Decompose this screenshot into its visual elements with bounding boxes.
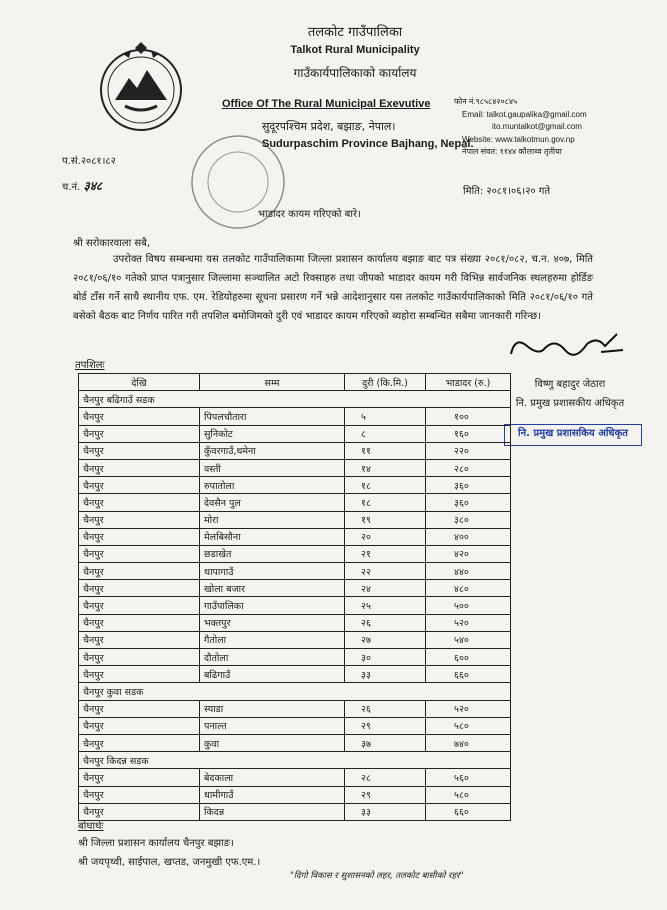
fare-table-body (79, 391, 511, 821)
col-to: सम्म (200, 374, 345, 391)
cell-distance: २८ (345, 769, 426, 786)
table-row (79, 580, 511, 597)
email-secondary: ito.muntalkot@gmail.com (492, 122, 582, 131)
cell-to: मोरा (200, 511, 345, 528)
cell-fare: ५२० (426, 614, 511, 631)
section-title: चैनपुर बढिगाउँ सडक (79, 391, 511, 408)
motto: "दिगो विकास र सुशासनको लहर, तलकोट बासीको रहर" (290, 871, 464, 881)
contact-block (454, 96, 587, 159)
cell-distance: २२ (345, 563, 426, 580)
cell-fare: ६६० (426, 666, 511, 683)
table-row (79, 803, 511, 820)
cell-from: चैनपुर (79, 408, 200, 425)
cell-to: गैतोला (200, 631, 345, 648)
cell-distance: २६ (345, 700, 426, 717)
salutation: श्री सरोकारवाला सबै, (73, 238, 150, 249)
cell-from: चैनपुर (79, 425, 200, 442)
cell-fare: ४८० (426, 580, 511, 597)
col-fare: भाडादर (रु.) (426, 374, 511, 391)
section-title: चैनपुर कुवा सडक (79, 683, 511, 700)
office-name-np: गाउँकार्यपालिकाको कार्यालय (293, 66, 417, 80)
cell-fare: ५८० (426, 717, 511, 734)
cell-fare: ६०० (426, 649, 511, 666)
cell-to: वस्ती (200, 459, 345, 476)
cell-distance: २४ (345, 580, 426, 597)
cc-line: श्री जयपृथ्वी, साईपाल, खप्तड, जनमुखी एफ.एम.। (78, 857, 261, 868)
col-distance: दुरी (कि.मि.) (345, 374, 426, 391)
cell-to: स्याडा (200, 700, 345, 717)
table-row (79, 425, 511, 442)
cell-from: चैनपुर (79, 477, 200, 494)
address-np: सुदूरपश्चिम प्रदेश, बझाङ, नेपाल। (262, 120, 396, 133)
cell-to: देवसैन पुल (200, 494, 345, 511)
cell-distance: २९ (345, 786, 426, 803)
signatory-title: नि. प्रमुख प्रशासकीय अधिकृत (515, 398, 625, 409)
nepal-samvat: नेपाल संवत: ११४४ कौलाथ्व तृतीया (462, 147, 562, 156)
cell-distance: ११ (345, 442, 426, 459)
cell-from: चैनपुर (79, 734, 200, 751)
cell-to: धामीगाउँ (200, 786, 345, 803)
signatory-name: विष्णु बहादुर जेठारा (534, 379, 606, 390)
cell-from: चैनपुर (79, 786, 200, 803)
table-row (79, 769, 511, 786)
cell-from: चैनपुर (79, 563, 200, 580)
chalani-label: च.नं. (62, 182, 81, 193)
cell-fare: २८० (426, 459, 511, 476)
section-row (79, 683, 511, 700)
cell-distance: २१ (345, 545, 426, 562)
cell-distance: २९ (345, 717, 426, 734)
cell-to: कुवा (200, 734, 345, 751)
letter-date: मिति: २०८१।०६।२० गते (463, 186, 551, 197)
cell-from: चैनपुर (79, 528, 200, 545)
cell-to: रुपातोला (200, 477, 345, 494)
cell-to: बेदकाला (200, 769, 345, 786)
cell-from: चैनपुर (79, 700, 200, 717)
email-primary: Email: talkot.gaupalika@gmail.com (462, 109, 587, 119)
table-row (79, 734, 511, 751)
cell-distance: २५ (345, 597, 426, 614)
tapshil-label: तपशिलः (75, 360, 105, 371)
table-row (79, 597, 511, 614)
cell-to: पनाल्त (200, 717, 345, 734)
cell-from: चैनपुर (79, 545, 200, 562)
cell-to: गाउँपालिका (200, 597, 345, 614)
cell-from: चैनपुर (79, 717, 200, 734)
cell-from: चैनपुर (79, 614, 200, 631)
cell-fare: १०० (426, 408, 511, 425)
table-row (79, 786, 511, 803)
cell-from: चैनपुर (79, 442, 200, 459)
cell-fare: ५६० (426, 769, 511, 786)
office-name-en: Office Of The Rural Municipal Exevutive (222, 98, 431, 110)
cell-to: छडाखेत (200, 545, 345, 562)
cell-fare: ४२० (426, 545, 511, 562)
cell-fare: ७४० (426, 734, 511, 751)
col-from: देखि (79, 374, 200, 391)
table-row (79, 494, 511, 511)
municipality-name-np: तलकोट गाउँपालिका (307, 25, 403, 40)
cell-distance: ८ (345, 425, 426, 442)
cell-fare: १६० (426, 425, 511, 442)
table-row (79, 614, 511, 631)
table-row (79, 649, 511, 666)
table-row (79, 442, 511, 459)
table-row (79, 700, 511, 717)
cell-distance: १८ (345, 494, 426, 511)
cell-from: चैनपुर (79, 494, 200, 511)
cell-from: चैनपुर (79, 580, 200, 597)
cell-fare: ३८० (426, 511, 511, 528)
cell-distance: ३३ (345, 803, 426, 820)
cell-distance: २० (345, 528, 426, 545)
table-row (79, 563, 511, 580)
cell-from: चैनपुर (79, 459, 200, 476)
cell-to: दौतोला (200, 649, 345, 666)
cell-to: सुनिकोट (200, 425, 345, 442)
cell-fare: ५४० (426, 631, 511, 648)
letter-body: उपरोक्त विषय सम्बन्धमा यस तलकोट गाउँपालिकामा जिल्ला प्रशासन कार्यालय बझाङ बाट पत्र संख्या २०८१/०८२, च.न. ४०७, मिति २०८१/०६/१० गतेको प्राप्त पत्रानुसार जिल्लामा सञ्चालित अटो रिक्साहरु तथा जीपको भाडादर कायम गरी विभिन्न सार्वजनिक स्थलहरुमा होर्डिङ बोर्ड टाँस गर्ने साथै स्थानीय एफ. एम. रेडियोहरुमा सूचना प्रसारण गर्ने भन्ने आदेशानुसार यस तलकोट गाउँकार्यपालिकाको मिति २०८१/०६/१० गते बसेको बैठक बाट निर्णय पारित गरी तपशिल बमोजिमको दुरी एवं भाडादर कायम गरिएको ब्यहोरा सम्बन्धित सबैमा जानकारी गरिन्छ। (73, 254, 593, 322)
cell-from: चैनपुर (79, 511, 200, 528)
phone: फोन नं.९८५८४२०८४५ (454, 97, 518, 106)
cell-fare: ५०० (426, 597, 511, 614)
cell-fare: ४०० (426, 528, 511, 545)
cell-distance: ५ (345, 408, 426, 425)
table-row (79, 477, 511, 494)
table-row (79, 545, 511, 562)
cell-fare: ४४० (426, 563, 511, 580)
table-row (79, 631, 511, 648)
cell-from: चैनपुर (79, 769, 200, 786)
table-row (79, 459, 511, 476)
cell-from: चैनपुर (79, 649, 200, 666)
cell-fare: ५८० (426, 786, 511, 803)
cell-to: खोला बजार (200, 580, 345, 597)
cell-to: मेलबिसौना (200, 528, 345, 545)
designation-stamp: नि. प्रमुख प्रशासकिय अधिकृत (504, 424, 642, 446)
section-title: चैनपुर किदन्न सडक (79, 752, 511, 769)
cell-fare: ६६० (426, 803, 511, 820)
cell-from: चैनपुर (79, 631, 200, 648)
cell-fare: ३६० (426, 494, 511, 511)
cell-to: कुँवरगाउँ,धमेना (200, 442, 345, 459)
cell-from: चैनपुर (79, 666, 200, 683)
signature-scrawl-icon (505, 326, 625, 364)
patra-label: प.सं. (62, 156, 81, 167)
table-row (79, 408, 511, 425)
cell-distance: १८ (345, 477, 426, 494)
cell-from: चैनपुर (79, 597, 200, 614)
fare-table (78, 373, 511, 821)
section-row (79, 391, 511, 408)
table-row (79, 511, 511, 528)
section-row (79, 752, 511, 769)
letter-subject: भाडादर कायम गरिएको बारे। (258, 209, 361, 220)
cell-distance: ३० (345, 649, 426, 666)
bodarth-label: बोधार्थः (78, 821, 104, 832)
cell-to: पिपलचौतारा (200, 408, 345, 425)
chalani-value: ३४८ (83, 179, 103, 193)
nepal-emblem-icon (95, 40, 187, 132)
cell-distance: १४ (345, 459, 426, 476)
cell-to: बढिगाउँ (200, 666, 345, 683)
municipality-name-en: Talkot Rural Municipality (290, 44, 420, 56)
cell-fare: २२० (426, 442, 511, 459)
cell-to: किदन्न (200, 803, 345, 820)
patra-value: २०८१।८२ (80, 156, 116, 167)
reference-numbers (62, 150, 116, 200)
table-row (79, 717, 511, 734)
table-header-row (79, 374, 511, 391)
address-en: Sudurpaschim Province Bajhang, Nepal. (262, 138, 474, 150)
cell-to: भक्तपुर (200, 614, 345, 631)
cc-line: श्री जिल्ला प्रशासन कार्यालय चैनपुर बझाङ। (78, 838, 234, 849)
cell-distance: २६ (345, 614, 426, 631)
table-row (79, 528, 511, 545)
cell-distance: १९ (345, 511, 426, 528)
cell-to: थापागाउँ (200, 563, 345, 580)
cell-distance: ३३ (345, 666, 426, 683)
cell-fare: ५२० (426, 700, 511, 717)
website: Website: www.talkotmun.gov.np (462, 134, 575, 144)
cell-distance: २७ (345, 631, 426, 648)
table-row (79, 666, 511, 683)
cell-from: चैनपुर (79, 803, 200, 820)
cell-distance: ३७ (345, 734, 426, 751)
cell-fare: ३६० (426, 477, 511, 494)
